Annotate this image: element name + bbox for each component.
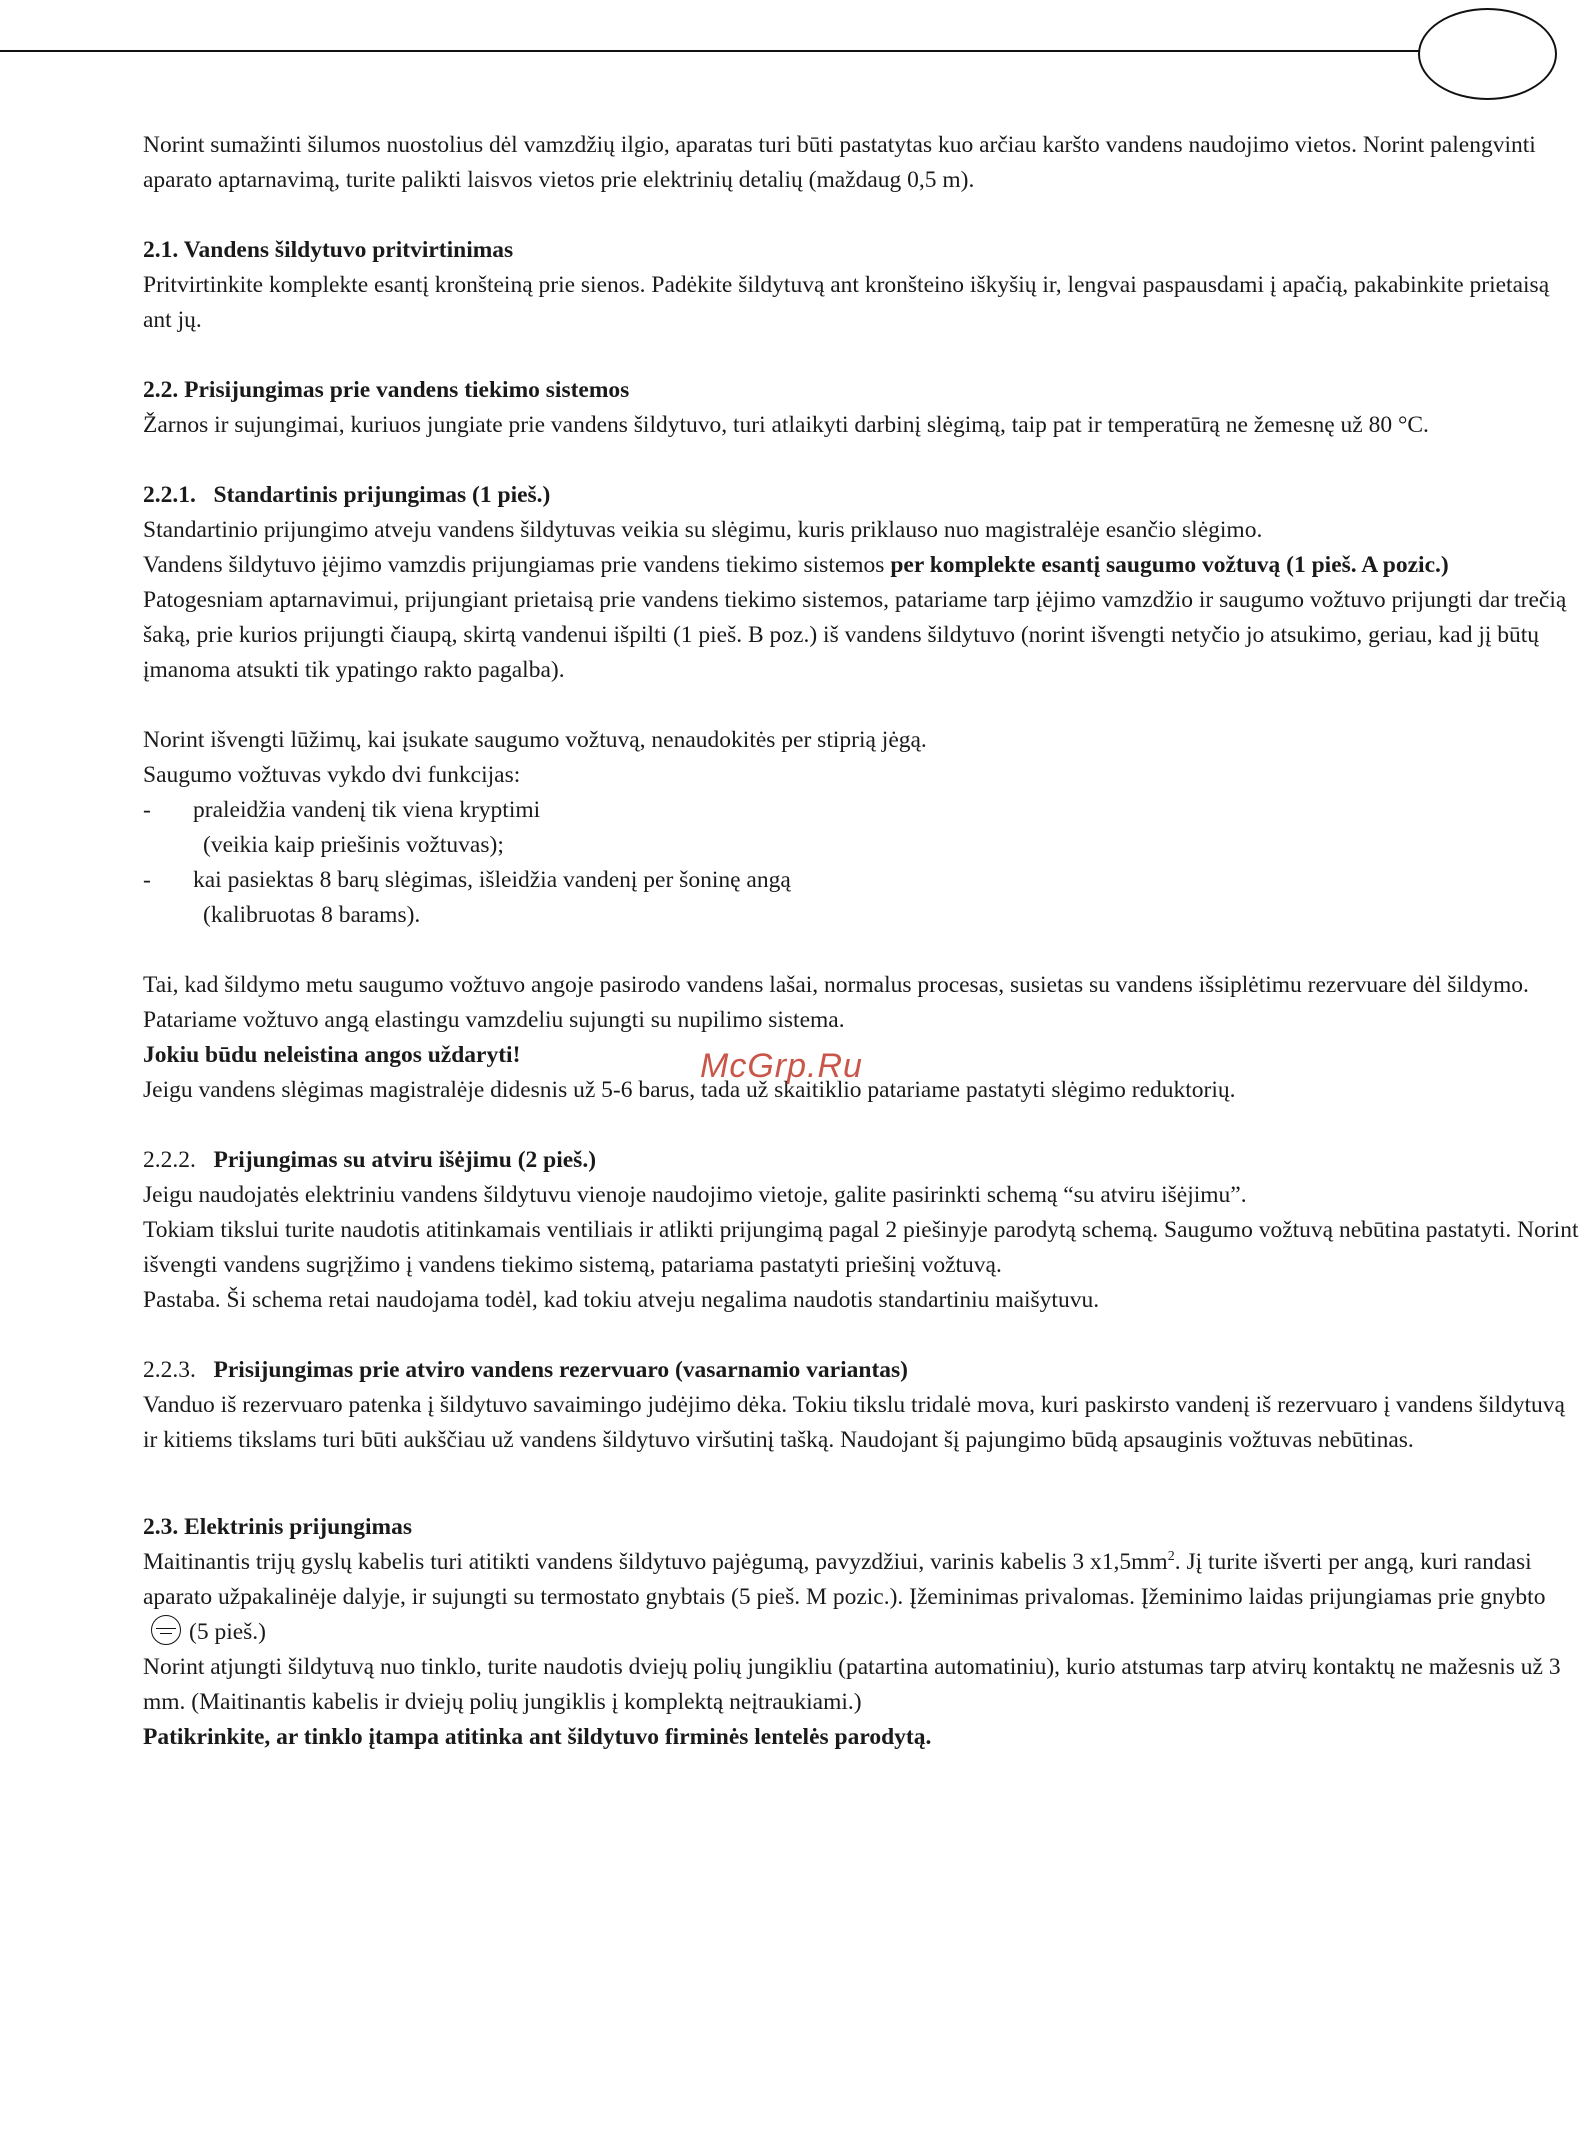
section-2-2-3-heading	[143, 1353, 1583, 1388]
intro-paragraph: Norint sumažinti šilumos nuostolius dėl vamzdžių ilgio, aparatas turi būti pastatytas kuo arčiau karšto vandens naudojimo vietos. Norint palengvinti aparato aptarnavimą, turite palikti laisvos vietos prie elektrinių detalių (maždaug 0,5 m).	[143, 132, 1536, 193]
list-dash: -	[143, 797, 151, 823]
section-2-2-1-p3: Patogesniam aptarnavimui, prijungiant prietaisą prie vandens tiekimo sistemos, patariame tarp įėjimo vamzdžio ir saugumo vožtuvo prijungti dar trečią šaką, prie kurios prijungti čiaupą, skirtą vandenui išpilti (1 pieš. B poz.) iš vandens šildytuvo (norint išvengti netyčio jo atsukimo, geriau, kad jį būtų įmanoma atsukti tik ypatingo rakto pagalba).	[143, 587, 1567, 683]
section-2-2-1-p6: Tai, kad šildymo metu saugumo vožtuvo angoje pasirodo vandens lašai, normalus procesas, susietas su vandens išsiplėtimu rezervuare dėl šildymo. Patariame vožtuvo angą elastingu vamzdeliu sujungti su nupilimo sistema.	[143, 972, 1529, 1033]
section-2-2-2-p1: Jeigu naudojatės elektriniu vandens šildytuvu vienoje naudojimo vietoje, galite pasirinkti schemą “su atviru išėjimu”.	[143, 1182, 1247, 1208]
function-item-2	[143, 863, 1583, 898]
section-2-2-3-p1: Vanduo iš rezervuaro patenka į šildytuvo savaimingo judėjimo dėka. Tokiu tikslu tridalė mova, kuri paskirsto vandenį iš rezervuaro į vandens šildytuvą ir kitiems tikslams turi būti aukščiau už vandens šildytuvo viršutinį tašką. Naudojant šį pajungimo būdą apsauginis vožtuvas nebūtinas.	[143, 1392, 1565, 1453]
list-item-text: kai pasiektas 8 barų slėgimas, išleidžia vandenį per šoninę angą	[193, 867, 791, 893]
section-2-2-2-heading	[143, 1143, 1583, 1178]
warning-text: Jokiu būdu neleistina angos uždaryti!	[143, 1042, 521, 1068]
section-2-3-p1	[143, 1545, 1583, 1650]
bold-run: per komplekte esantį saugumo vožtuvą (1 pieš. A pozic.)	[890, 552, 1449, 578]
section-2-3-heading: 2.3. Elektrinis prijungimas	[143, 1514, 412, 1540]
section-2-2-1-p2	[143, 548, 1583, 583]
text-run: (5 pieš.)	[189, 1619, 267, 1645]
section-title: Standartinis prijungimas (1 pieš.)	[213, 482, 551, 508]
section-2-3-p2: Norint atjungti šildytuvą nuo tinklo, turite naudotis dviejų polių jungikliu (patartina automatiniu), kurio atstumas tarp atvirų kontaktų ne mažesnis už 3 mm. (Maitinantis kabelis ir dviejų polių jungiklis į komplektą neįtraukiami.)	[143, 1654, 1561, 1715]
section-2-2-1-heading	[143, 478, 1583, 513]
section-title: Prisijungimas prie atviro vandens rezervuaro (vasarnamio variantas)	[213, 1357, 909, 1383]
section-2-1-text: Pritvirtinkite komplekte esantį kronšteiną prie sienos. Padėkite šildytuvą ant kronšteino iškyšių ir, lengvai paspausdami į apačią, pakabinkite prietaisą ant jų.	[143, 272, 1550, 333]
superscript: 2	[1167, 1549, 1175, 1565]
section-2-2-heading: 2.2. Prisijungimas prie vandens tiekimo sistemos	[143, 377, 630, 403]
function-item-1-cont: (veikia kaip priešinis vožtuvas);	[203, 832, 504, 858]
ground-symbol-icon	[151, 1615, 181, 1645]
section-2-1-heading: 2.1. Vandens šildytuvo pritvirtinimas	[143, 237, 514, 263]
section-2-2-1-p4: Norint išvengti lūžimų, kai įsukate saugumo vožtuvą, nenaudokitės per stiprią jėgą.	[143, 727, 927, 753]
list-item-text: praleidžia vandenį tik viena kryptimi	[193, 797, 541, 823]
function-item-2-cont: (kalibruotas 8 barams).	[203, 902, 421, 928]
text-run: Maitinantis trijų gyslų kabelis turi atitikti vandens šildytuvo pajėgumą, pavyzdžiui, varinis kabelis 3 x1,5mm	[143, 1549, 1168, 1575]
watermark: McGrp.Ru	[700, 1047, 863, 1085]
section-number: 2.2.3.	[143, 1357, 196, 1383]
text-run: . Jį turite išverti per angą, kuri randasi aparato užpakalinėje dalyje, ir sujungti su termostato gnybtais (5 pieš. M pozic.). Įžeminimas privalomas. Įžeminimo laidas prijungiamas prie gnybto	[143, 1549, 1546, 1610]
section-title: Prijungimas su atviru išėjimu (2 pieš.)	[213, 1147, 597, 1173]
section-2-2-1-p5: Saugumo vožtuvas vykdo dvi funkcijas:	[143, 762, 521, 788]
document-body	[143, 128, 1583, 1755]
section-2-2-text: Žarnos ir sujungimai, kuriuos jungiate prie vandens šildytuvo, turi atlaikyti darbinį slėgimą, taip pat ir temperatūrą ne žemesnę už 80 °C.	[143, 412, 1429, 438]
list-dash: -	[143, 867, 151, 893]
section-2-2-2-p2: Tokiam tikslui turite naudotis atitinkamais ventiliais ir atlikti prijungimą pagal 2 piešinyje parodytą schemą. Saugumo vožtuvą nebūtina pastatyti. Norint išvengti vandens sugrįžimo į vandens tiekimo sistemą, patariama pastatyti priešinį vožtuvą.	[143, 1217, 1579, 1278]
section-2-3-p3: Patikrinkite, ar tinklo įtampa atitinka ant šildytuvo firminės lentelės parodytą.	[143, 1724, 932, 1750]
text-run: Vandens šildytuvo įėjimo vamzdis prijungiamas prie vandens tiekimo sistemos	[143, 552, 891, 578]
function-item-1	[143, 793, 1583, 828]
page-number-circle	[1418, 8, 1557, 100]
section-2-2-1-p1: Standartinio prijungimo atveju vandens šildytuvas veikia su slėgimu, kuris priklauso nuo magistralėje esančio slėgimo.	[143, 517, 1263, 543]
section-2-2-2-p3: Pastaba. Ši schema retai naudojama todėl, kad tokiu atveju negalima naudotis standartiniu maišytuvu.	[143, 1287, 1100, 1313]
section-2-2-1-p8: Jeigu vandens slėgimas magistralėje didesnis už 5-6 barus, tada už skaitiklio patariame pastatyti slėgimo reduktorių.	[143, 1077, 1236, 1103]
section-number: 2.2.2.	[143, 1147, 196, 1173]
section-number: 2.2.1.	[143, 482, 196, 508]
header-rule	[0, 50, 1420, 52]
